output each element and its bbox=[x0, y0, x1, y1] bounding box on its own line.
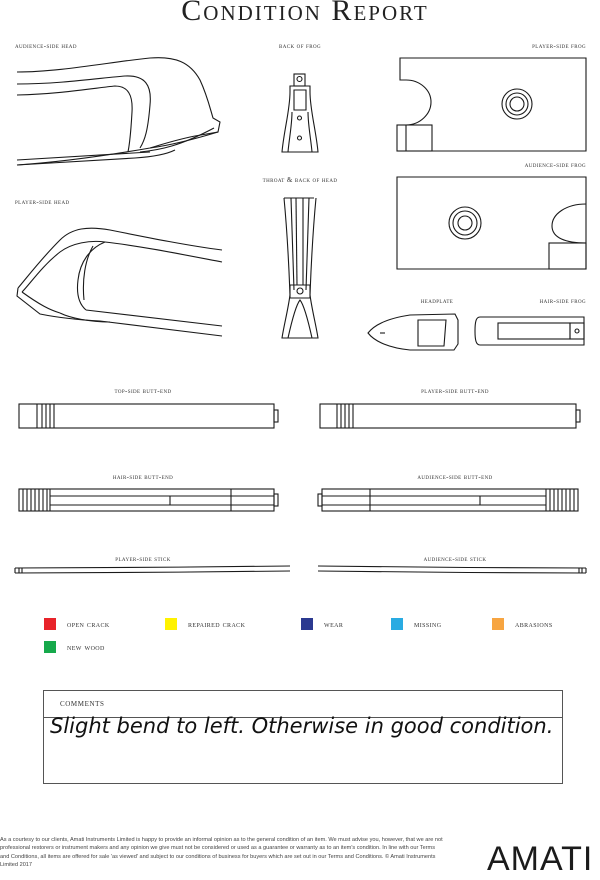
hair-side-frog-drawing bbox=[475, 317, 584, 345]
throat-back-of-head-drawing bbox=[282, 198, 318, 338]
legend-item-wear bbox=[301, 618, 343, 630]
label-headplate: headplate bbox=[420, 297, 454, 305]
label-audience-side-head: audience-side head bbox=[15, 42, 77, 50]
legend-swatch bbox=[44, 618, 56, 630]
headplate-drawing bbox=[368, 314, 458, 350]
hair-side-butt-end-drawing bbox=[19, 489, 278, 511]
audience-side-stick-drawing bbox=[318, 566, 586, 573]
audience-side-head-drawing bbox=[17, 58, 220, 165]
player-side-butt-end-drawing bbox=[320, 404, 580, 428]
legend-item-abrasions bbox=[492, 618, 553, 630]
footer-disclaimer: As a courtesy to our clients, Amati Instruments Limited is happy to provide an informal opinion as to the general condition of an item. We must advise you, however, that we are not professional restorers or instrument makers and any opinion we give must not be considered or used as a guarantee or warranty as to an item's condition. In line with our Terms and Conditions, all items are offered for sale 'as viewed' and subject to our conditions of business for buyers which are set out in our Terms and Conditions. © Amati Instruments Limited 2017 bbox=[0, 837, 443, 869]
legend-label: abrasions bbox=[515, 619, 553, 629]
label-audience-side-frog: audience-side frog bbox=[524, 161, 586, 169]
player-side-head-drawing bbox=[17, 228, 222, 336]
comments-heading: comments bbox=[60, 698, 105, 709]
legend-item-missing bbox=[391, 618, 441, 630]
legend-item-repaired-crack bbox=[165, 618, 245, 630]
audience-side-butt-end-drawing bbox=[318, 489, 578, 511]
label-hair-side-frog: hair-side frog bbox=[539, 297, 586, 305]
comments-handwritten-text: Slight bend to left. Otherwise in good condition. bbox=[50, 714, 554, 738]
label-player-side-butt-end: player-side butt-end bbox=[421, 387, 489, 395]
legend-swatch bbox=[301, 618, 313, 630]
label-player-side-stick: player-side stick bbox=[115, 555, 171, 563]
legend-label: repaired crack bbox=[188, 619, 246, 629]
legend-label: new wood bbox=[67, 642, 105, 652]
legend-swatch bbox=[165, 618, 177, 630]
legend-label: wear bbox=[324, 619, 344, 629]
top-side-butt-end-drawing bbox=[19, 404, 278, 428]
label-throat-back-of-head: throat & back of head bbox=[262, 176, 338, 184]
label-hair-side-butt-end: hair-side butt-end bbox=[112, 473, 174, 481]
back-of-frog-drawing bbox=[282, 74, 318, 152]
label-audience-side-stick: audience-side stick bbox=[423, 555, 487, 563]
page-title: Condition Report bbox=[181, 0, 429, 27]
label-back-of-frog: back of frog bbox=[279, 42, 321, 50]
legend-item-new-wood bbox=[44, 641, 105, 653]
legend-swatch bbox=[391, 618, 403, 630]
player-side-frog-drawing bbox=[397, 58, 586, 151]
label-top-side-butt-end: top-side butt-end bbox=[114, 387, 172, 395]
legend-label: open crack bbox=[67, 619, 110, 629]
label-player-side-frog: player-side frog bbox=[532, 42, 586, 50]
legend-label: missing bbox=[414, 619, 442, 629]
legend-swatch bbox=[492, 618, 504, 630]
label-audience-side-butt-end: audience-side butt-end bbox=[417, 473, 493, 481]
brand-logo: AMATI bbox=[487, 840, 594, 878]
player-side-stick-drawing bbox=[15, 566, 290, 573]
label-player-side-head: player-side head bbox=[15, 198, 70, 206]
audience-side-frog-drawing bbox=[397, 177, 586, 269]
legend-swatch bbox=[44, 641, 56, 653]
legend-item-open-crack bbox=[44, 618, 110, 630]
